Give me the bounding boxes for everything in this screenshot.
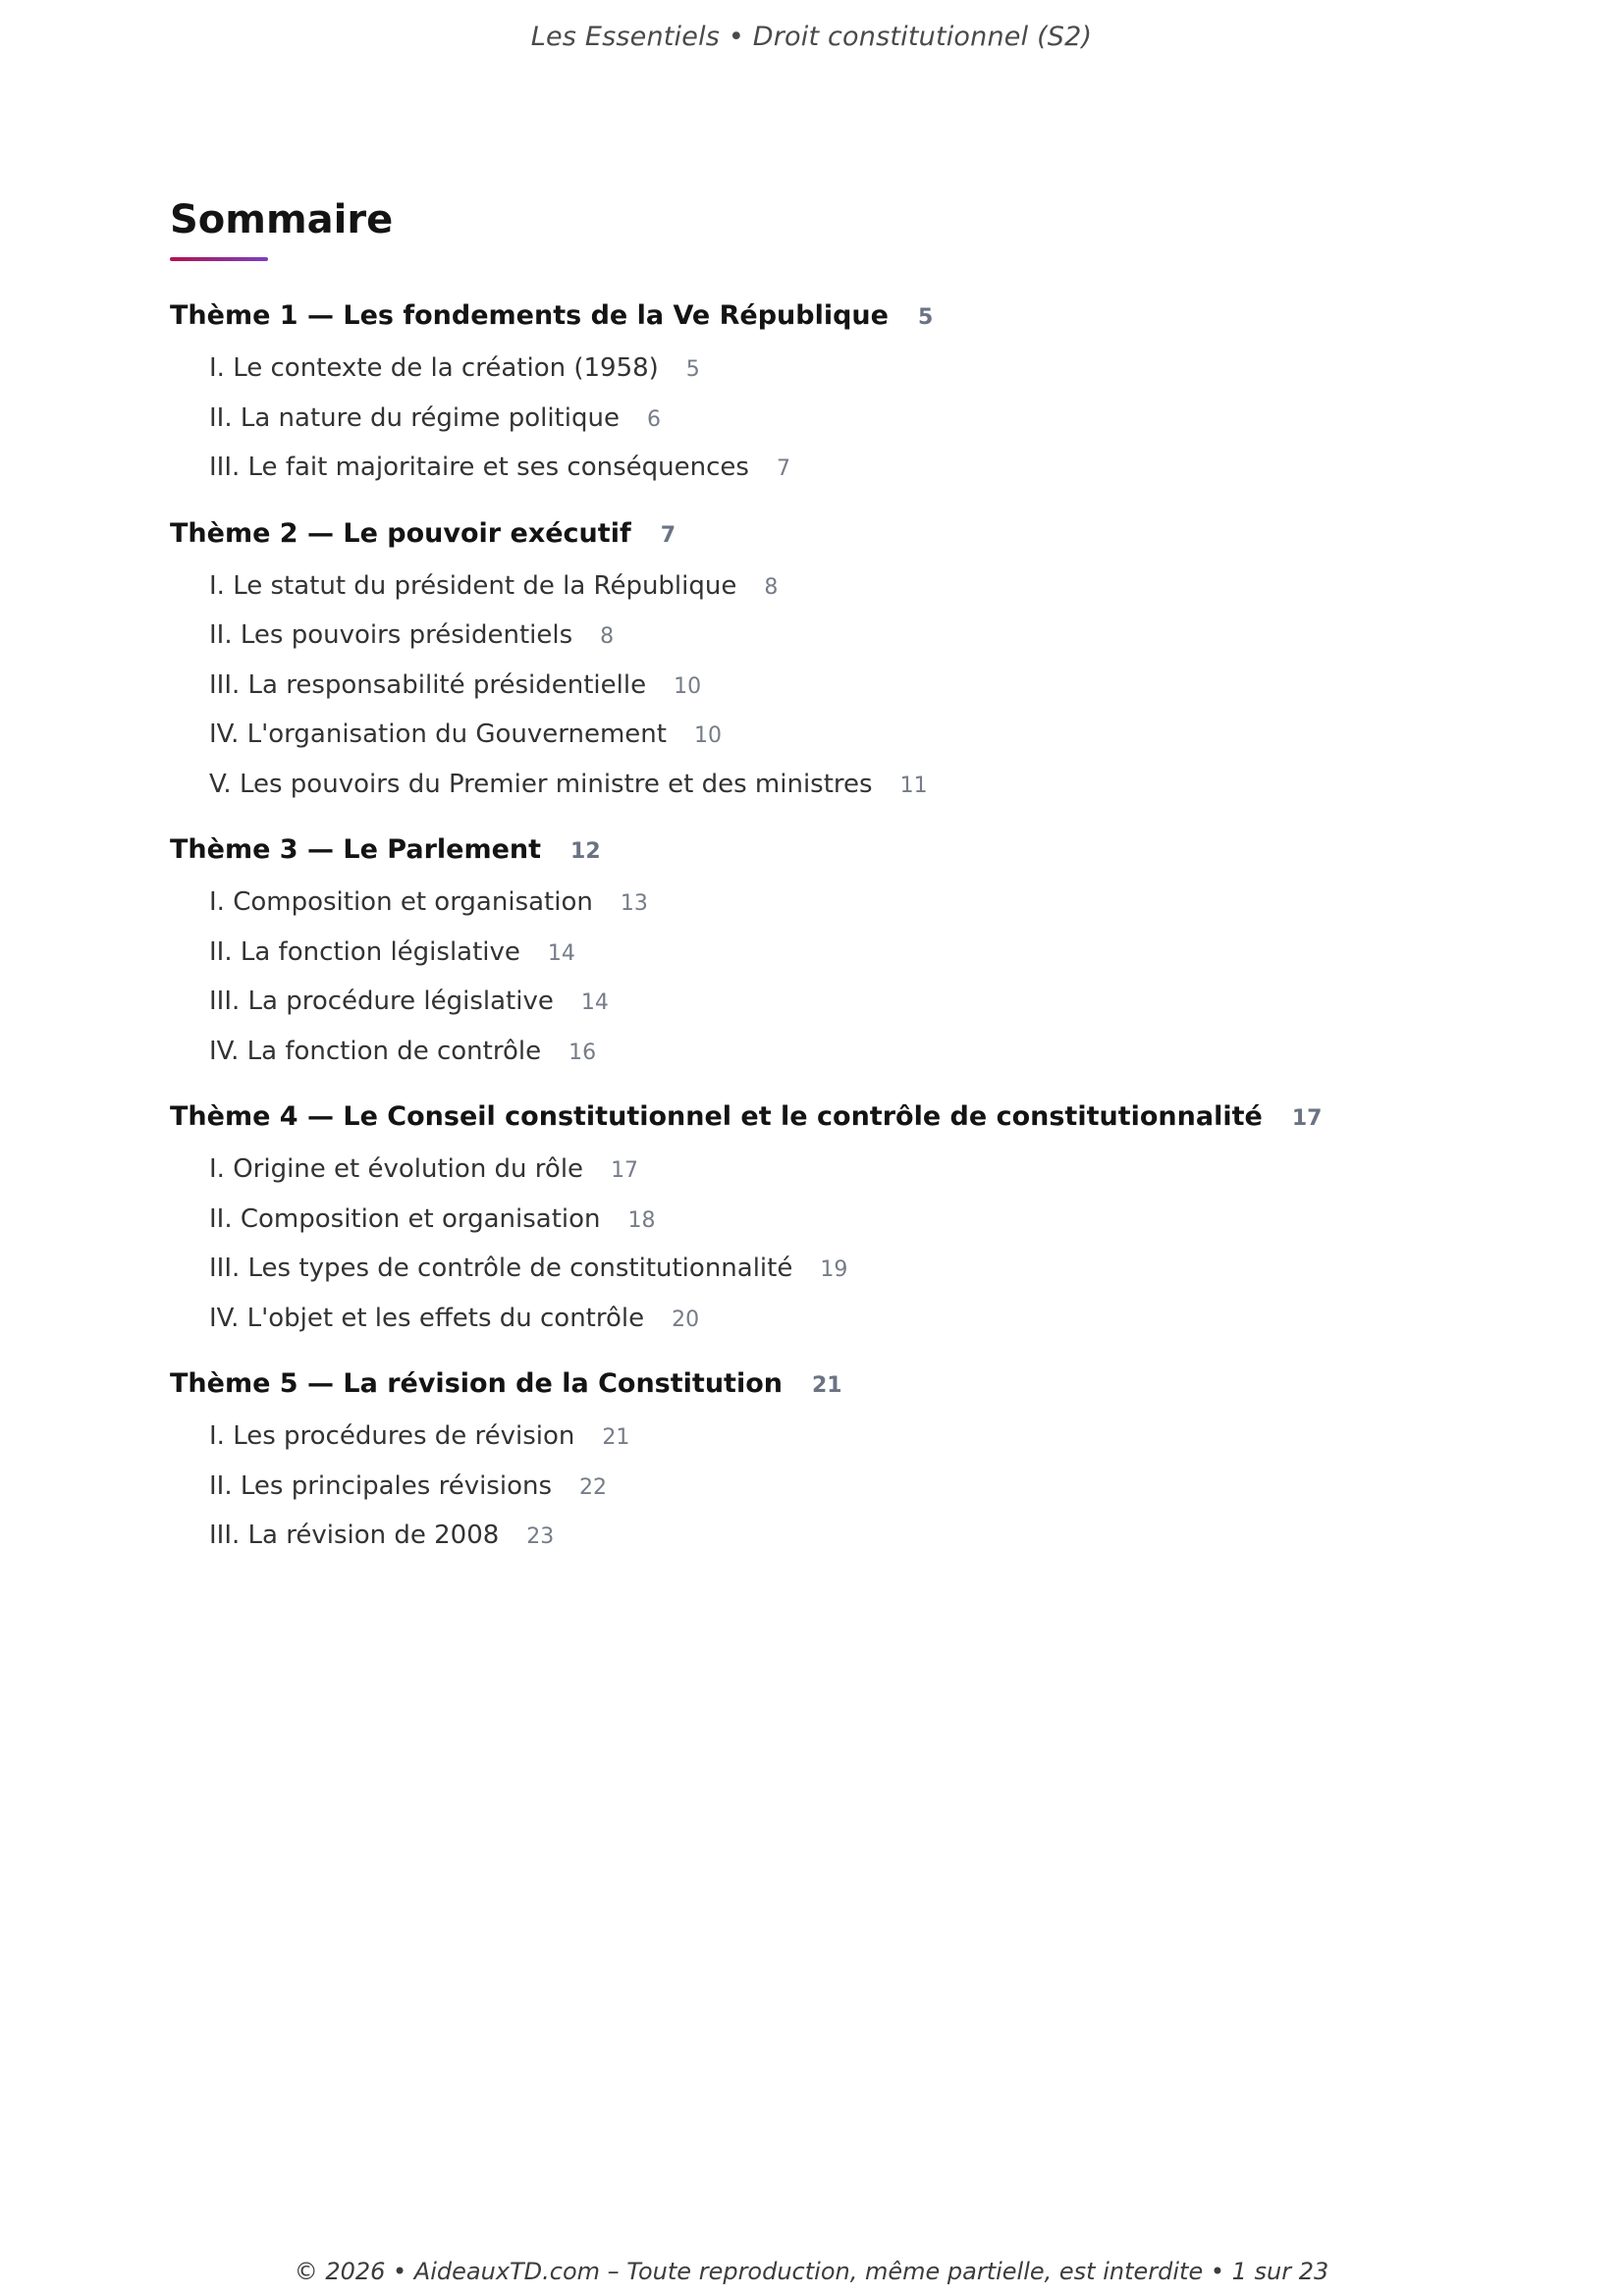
toc-theme-heading[interactable] xyxy=(170,1362,1544,1406)
toc-section-item[interactable] xyxy=(170,1145,1544,1195)
toc-theme-page-number: 12 xyxy=(570,839,601,864)
toc-section-item[interactable] xyxy=(170,344,1544,394)
toc-section-page-number: 6 xyxy=(646,406,661,432)
toc-theme xyxy=(170,512,1544,810)
toc-section-label: IV. L'organisation du Gouvernement xyxy=(209,720,667,749)
toc-section-item[interactable] xyxy=(170,928,1544,978)
toc-theme-heading[interactable] xyxy=(170,512,1544,556)
toc-section-label: V. Les pouvoirs du Premier ministre et des ministres xyxy=(209,769,873,799)
toc-section-page-number: 10 xyxy=(693,723,722,748)
theme-list xyxy=(170,294,1544,1561)
toc-section-item[interactable] xyxy=(170,1462,1544,1512)
toc-section-label: IV. La fonction de contrôle xyxy=(209,1036,542,1066)
toc-section-label: I. Les procédures de révision xyxy=(209,1421,575,1451)
toc-section-label: II. La fonction législative xyxy=(209,936,520,967)
toc-section-label: I. Le statut du président de la République xyxy=(209,570,737,601)
toc-theme-heading[interactable] xyxy=(170,1095,1544,1139)
toc-section-item[interactable] xyxy=(170,611,1544,661)
toc-theme xyxy=(170,828,1544,1076)
toc-section-item[interactable] xyxy=(170,1294,1544,1344)
toc-section-page-number: 20 xyxy=(672,1307,700,1332)
toc-section-item[interactable] xyxy=(170,443,1544,493)
toc-section-label: III. La responsabilité présidentielle xyxy=(209,669,647,700)
toc-theme-label: Thème 3 — Le Parlement xyxy=(170,834,542,865)
toc-section-item[interactable] xyxy=(170,1412,1544,1462)
toc-section-label: III. Le fait majoritaire et ses conséquences xyxy=(209,453,749,482)
toc-section-label: III. La révision de 2008 xyxy=(209,1521,500,1550)
toc-section-label: II. Les principales révisions xyxy=(209,1470,553,1501)
toc-theme-label: Thème 1 — Les fondements de la Ve République xyxy=(170,300,889,331)
toc-section-list xyxy=(170,1412,1544,1561)
toc-theme-page-number: 7 xyxy=(660,522,676,548)
title-underline xyxy=(170,257,268,261)
toc-section-item[interactable] xyxy=(170,710,1544,760)
table-of-contents xyxy=(170,192,1544,1580)
toc-section-page-number: 14 xyxy=(547,940,575,966)
toc-section-page-number: 8 xyxy=(764,574,779,600)
toc-theme xyxy=(170,1095,1544,1343)
toc-section-item[interactable] xyxy=(170,1511,1544,1561)
toc-section-list xyxy=(170,1145,1544,1343)
toc-section-item[interactable] xyxy=(170,394,1544,444)
toc-section-page-number: 21 xyxy=(602,1425,630,1450)
toc-theme-page-number: 5 xyxy=(917,305,934,330)
toc-section-item[interactable] xyxy=(170,760,1544,810)
toc-section-item[interactable] xyxy=(170,1244,1544,1294)
toc-theme-heading[interactable] xyxy=(170,294,1544,338)
toc-section-list xyxy=(170,561,1544,810)
toc-section-page-number: 11 xyxy=(899,773,928,798)
toc-theme-page-number: 21 xyxy=(811,1373,842,1398)
toc-section-list xyxy=(170,878,1544,1076)
toc-section-item[interactable] xyxy=(170,661,1544,711)
toc-section-page-number: 13 xyxy=(620,891,648,916)
toc-section-page-number: 23 xyxy=(526,1524,555,1549)
toc-section-item[interactable] xyxy=(170,1027,1544,1077)
toc-section-page-number: 17 xyxy=(611,1158,639,1183)
toc-section-page-number: 14 xyxy=(580,990,609,1015)
toc-section-label: III. La procédure législative xyxy=(209,987,554,1016)
toc-section-label: I. Composition et organisation xyxy=(209,887,593,917)
toc-section-page-number: 7 xyxy=(776,456,790,481)
page-title: Sommaire xyxy=(170,197,394,242)
toc-theme-page-number: 17 xyxy=(1291,1106,1323,1131)
toc-section-label: I. Le contexte de la création (1958) xyxy=(209,353,659,383)
toc-section-label: IV. L'objet et les effets du contrôle xyxy=(209,1303,645,1333)
toc-theme-label: Thème 4 — Le Conseil constitutionnel et le contrôle de constitutionnalité xyxy=(170,1101,1263,1132)
toc-section-item[interactable] xyxy=(170,878,1544,928)
toc-theme xyxy=(170,294,1544,493)
toc-section-list xyxy=(170,344,1544,493)
page-footer: © 2026 • AideauxTD.com – Toute reproduction, même partielle, est interdite • 1 sur 23 xyxy=(294,2258,1329,2285)
toc-theme xyxy=(170,1362,1544,1561)
toc-section-page-number: 16 xyxy=(568,1040,597,1065)
toc-section-label: I. Origine et évolution du rôle xyxy=(209,1154,584,1184)
toc-section-page-number: 8 xyxy=(600,624,615,649)
toc-section-page-number: 10 xyxy=(674,673,702,699)
toc-section-label: III. Les types de contrôle de constitutionnalité xyxy=(209,1254,793,1283)
toc-section-item[interactable] xyxy=(170,977,1544,1027)
toc-section-page-number: 5 xyxy=(685,357,700,382)
toc-theme-heading[interactable] xyxy=(170,828,1544,872)
toc-section-item[interactable] xyxy=(170,1195,1544,1245)
toc-section-label: II. Les pouvoirs présidentiels xyxy=(209,620,573,650)
toc-theme-label: Thème 5 — La révision de la Constitution xyxy=(170,1368,783,1399)
toc-theme-label: Thème 2 — Le pouvoir exécutif xyxy=(170,517,631,549)
toc-section-label: II. La nature du régime politique xyxy=(209,402,620,433)
toc-section-page-number: 18 xyxy=(627,1207,656,1233)
running-header: Les Essentiels • Droit constitutionnel (S2) xyxy=(530,22,1093,52)
toc-section-page-number: 22 xyxy=(579,1474,608,1500)
toc-section-page-number: 19 xyxy=(820,1257,848,1282)
toc-section-label: II. Composition et organisation xyxy=(209,1203,601,1234)
toc-section-item[interactable] xyxy=(170,561,1544,612)
